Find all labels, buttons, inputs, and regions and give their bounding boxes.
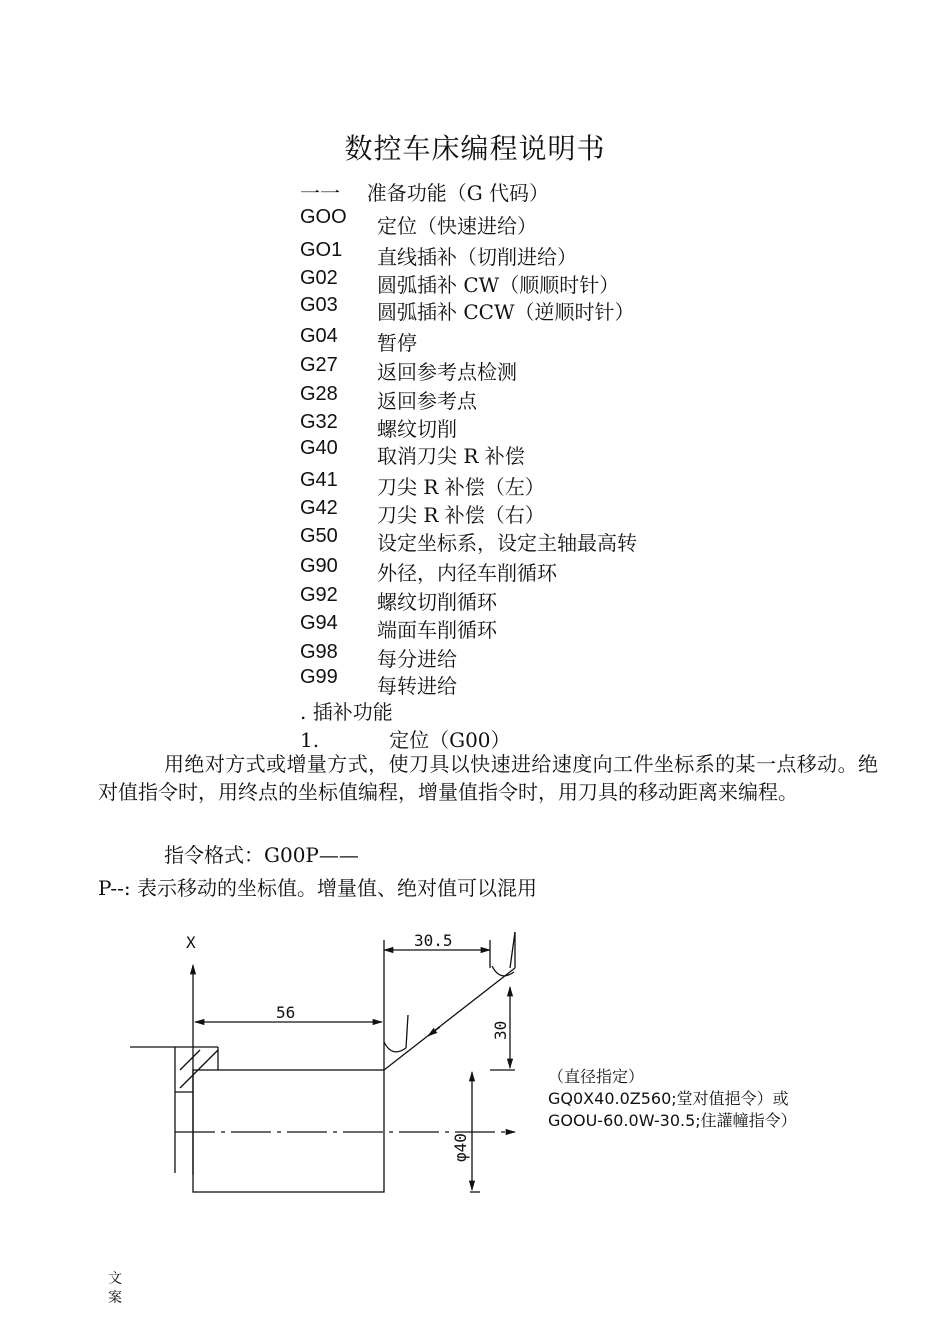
note-incremental: GOOU-60.0W-30.5;住讙幢指令） xyxy=(548,1111,797,1130)
g-code: G92 xyxy=(300,584,338,606)
g-code: G03 xyxy=(300,294,338,316)
dim-label-30: 30 xyxy=(491,1020,510,1040)
g-code-desc: 圆弧插补 CW（顺顺时针） xyxy=(377,273,620,297)
g-code: G98 xyxy=(300,641,338,663)
g-code-desc: 返回参考点检测 xyxy=(377,360,517,384)
footer-char: 案 xyxy=(108,1290,122,1306)
g-code-desc: 螺纹切削循环 xyxy=(377,590,497,614)
dim-label-30-5: 30.5 xyxy=(414,931,453,950)
note-diameter: （直径指定） xyxy=(548,1067,645,1086)
tool-nose-end xyxy=(384,1042,406,1052)
g-code-desc: 圆弧插补 CCW（逆顺时针） xyxy=(377,300,635,324)
g-code-desc: 暂停 xyxy=(377,331,417,355)
g-code-desc: 设定坐标系，设定主轴最高转 xyxy=(377,531,637,555)
g-code: G94 xyxy=(300,612,338,634)
g-code: G28 xyxy=(300,383,338,405)
g-code-desc: 外径，内径车削循环 xyxy=(377,561,557,585)
g-code: G90 xyxy=(300,555,338,577)
g-code-desc: 刀尖 R 补偿（左） xyxy=(377,475,545,499)
g-code-desc: 每转进给 xyxy=(377,674,457,698)
g-code-desc: 取消刀尖 R 补偿 xyxy=(377,444,525,468)
g-code: G99 xyxy=(300,666,338,688)
g-code: G04 xyxy=(300,325,338,347)
command-format: 指令格式：G00P—— xyxy=(164,843,359,867)
g-code: GO1 xyxy=(300,239,343,261)
workpiece-body xyxy=(193,1070,384,1192)
g-code: GOO xyxy=(300,206,347,228)
section-title: 准备功能（G 代码） xyxy=(366,181,550,205)
g-code: G02 xyxy=(300,267,338,289)
g-code: G27 xyxy=(300,354,338,376)
g-code-desc: 螺纹切削 xyxy=(377,417,457,441)
g-code: G42 xyxy=(300,497,338,519)
g-code-desc: 定位（快速进给） xyxy=(377,214,537,238)
p-definition: P--: 表示移动的坐标值。增量值、绝对值可以混用 xyxy=(98,876,537,900)
g-code-desc: 直线插补（切削进给） xyxy=(377,245,577,269)
section-number: 一一 xyxy=(300,181,340,205)
g-code: G32 xyxy=(300,411,338,433)
g-code: G41 xyxy=(300,469,338,491)
tool-path xyxy=(384,968,515,1070)
footer-char: 文 xyxy=(108,1271,122,1287)
axis-label-x: X xyxy=(186,933,196,952)
g-code-desc: 刀尖 R 补偿（右） xyxy=(377,503,545,527)
subsection-number: 1. xyxy=(300,728,320,752)
g-code-desc: 返回参考点 xyxy=(377,389,477,413)
subsection-title: 定位（G00） xyxy=(389,728,511,752)
g-code: G50 xyxy=(300,525,338,547)
body-paragraph: 用绝对方式或增量方式，使刀具以快速进给速度向工件坐标系的某一点移动。绝对值指令时，用终点的坐标值编程，增量值指令时，用刀具的移动距离来编程。 xyxy=(98,752,878,804)
note-absolute: GQ0X40.0Z560;堂对值挹令）或 xyxy=(548,1089,789,1108)
g-code-desc: 每分进给 xyxy=(377,647,457,671)
g-code-desc: 端面车削循环 xyxy=(377,618,497,642)
section-heading-interpolation: . 插补功能 xyxy=(300,700,393,724)
g-code: G40 xyxy=(300,437,338,459)
document-title: 数控车床编程说明书 xyxy=(344,132,606,165)
dim-label-diameter: φ40 xyxy=(451,1133,470,1162)
dim-label-56: 56 xyxy=(276,1003,296,1022)
